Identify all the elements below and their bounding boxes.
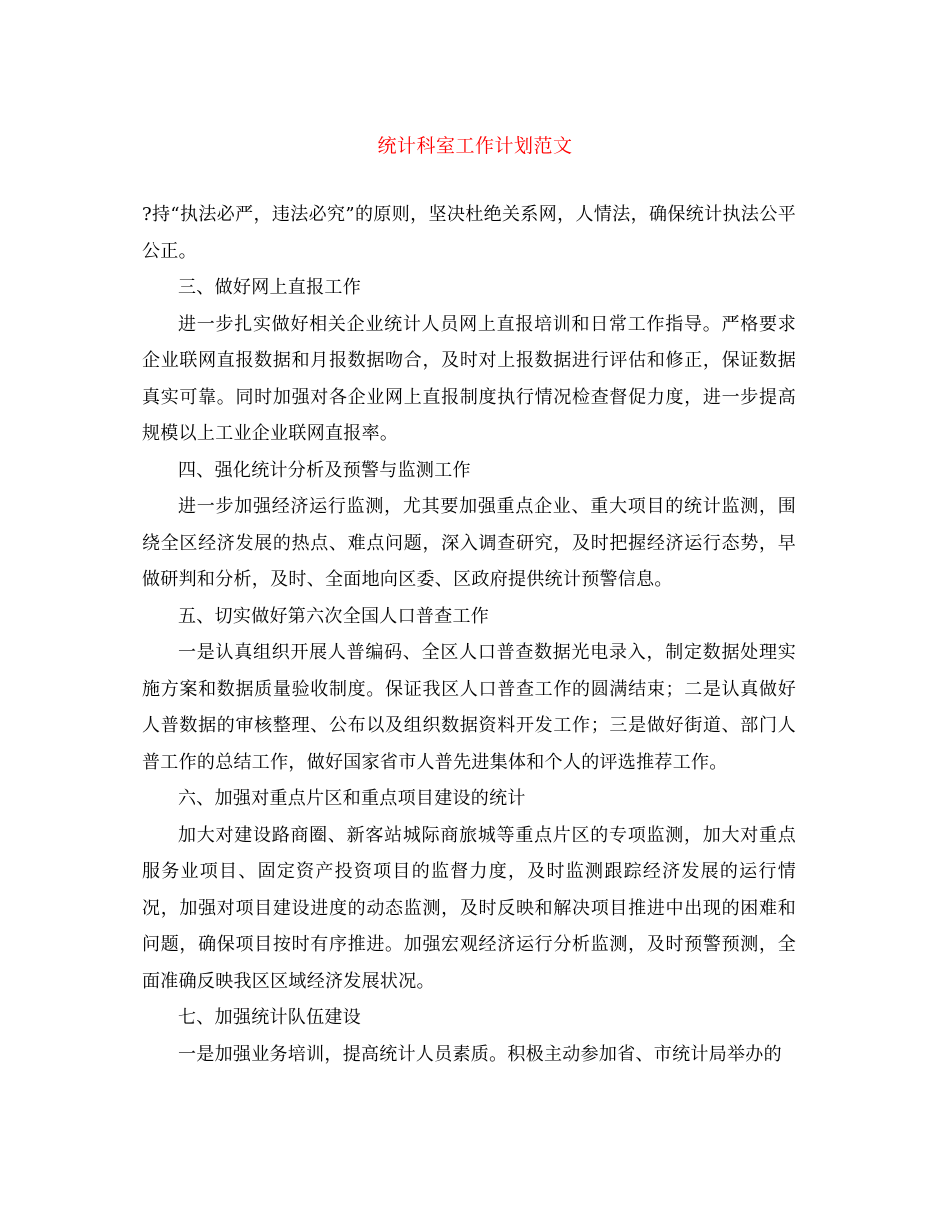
paragraph-6: 一是加强业务培训，提高统计人员素质。积极主动参加省、市统计局举办的	[178, 1043, 782, 1065]
paragraph-4: 一是认真组织开展人普编码、全区人口普查数据光电录入，制定数据处理实施方案和数据质量验收制度。保证我区人口普查工作的圆满结束；二是认真做好人普数据的审核整理、公布以及组织数据资料开发工作；三是做好街道、部门人普工作的总结工作，做好国家省市人普先进集体和个人的评选推荐工作。	[142, 642, 796, 773]
paragraph-3: 进一步加强经济运行监测，尤其要加强重点企业、重大项目的统计监测，围绕全区经济发展的热点、难点问题，深入调查研究，及时把握经济运行态势，早做研判和分析，及时、全面地向区委、区政府提供统计预警信息。	[142, 496, 796, 590]
section-heading-3: 三、做好网上直报工作	[178, 277, 361, 298]
section-heading-6: 六、加强对重点片区和重点项目建设的统计	[178, 788, 526, 809]
section-heading-5: 五、切实做好第六次全国人口普查工作	[178, 605, 490, 627]
document-title: 统计科室工作计划范文	[377, 135, 573, 157]
section-heading-4: 四、强化统计分析及预警与监测工作	[178, 459, 471, 481]
paragraph-2: 进一步扎实做好相关企业统计人员网上直报培训和日常工作指导。严格要求企业联网直报数据和月报数据吻合，及时对上报数据进行评估和修正，保证数据真实可靠。同时加强对各企业网上直报制度执行情况检查督促力度，进一步提高规模以上工业企业联网直报率。	[142, 313, 796, 444]
paragraph-5: 加大对建设路商圈、新客站城际商旅城等重点片区的专项监测，加大对重点服务业项目、固定资产投资项目的监督力度，及时监测跟踪经济发展的运行情况，加强对项目建设进度的动态监测，及时反映和解决项目推进中出现的困难和问题，确保项目按时有序推进。加强宏观经济运行分析监测，及时预警预测，全面准确反映我区区域经济发展状况。	[142, 824, 796, 992]
paragraph-1: ?持“执法必严，违法必究”的原则，坚决杜绝关系网，人情法，确保统计执法公平公正。	[142, 204, 796, 262]
document-body	[142, 197, 796, 1073]
section-heading-7: 七、加强统计队伍建设	[178, 1007, 361, 1028]
